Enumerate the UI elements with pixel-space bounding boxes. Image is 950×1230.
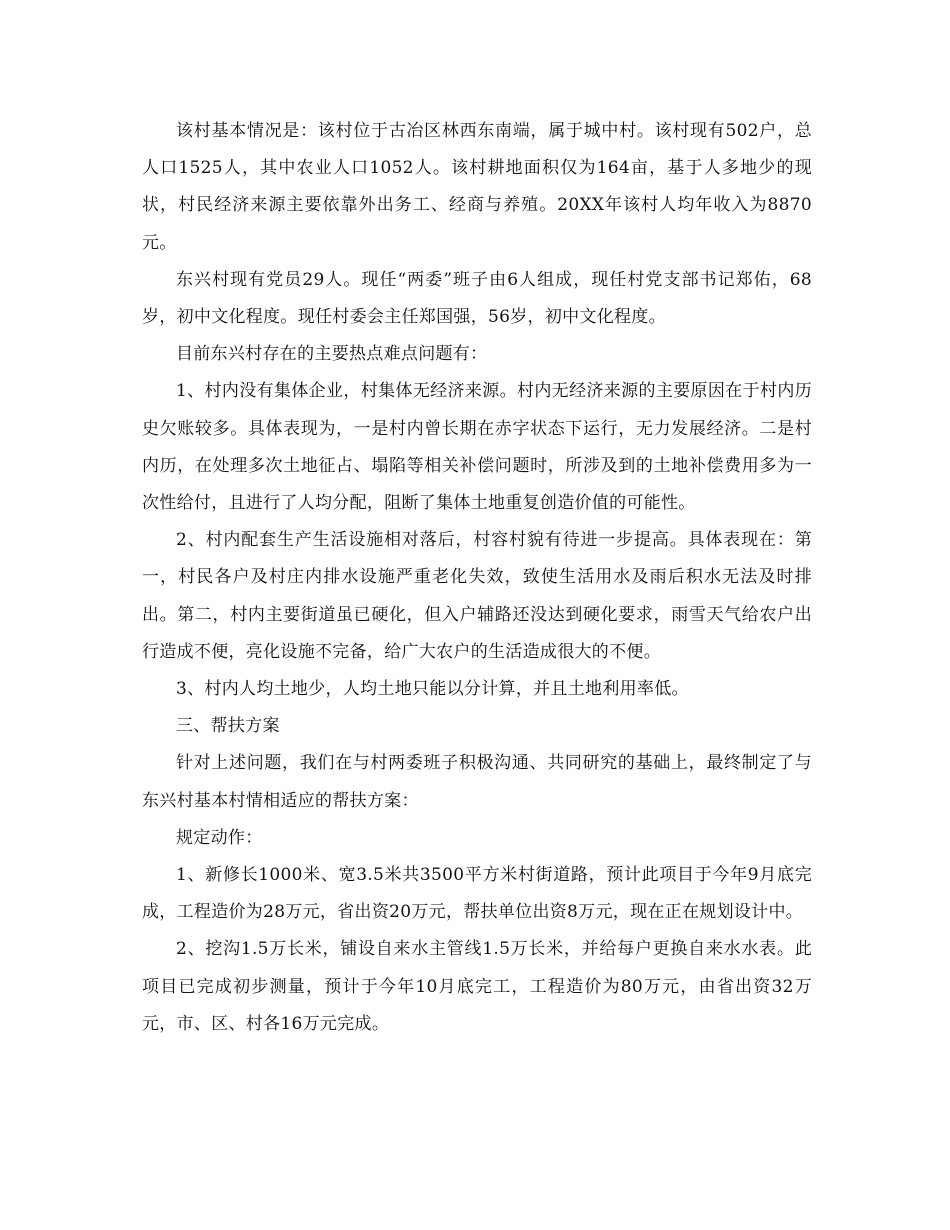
paragraph-issue-1: 1、村内没有集体企业，村集体无经济来源。村内无经济来源的主要原因在于村内历史欠账较多。具体表现为，一是村内曾长期在赤字状态下运行，无力发展经济。二是村内历，在处理多次土地征占、塌陷等相关补偿问题时，所涉及到的土地补偿费用多为一次性给付，且进行了人均分配，阻断了集体土地重复创造价值的可能性。 <box>142 381 812 514</box>
document-body <box>142 113 812 1043</box>
paragraph-required-actions-label: 规定动作： <box>176 827 263 848</box>
paragraph-plan-intro: 针对上述问题，我们在与村两委班子积极沟通、共同研究的基础上，最终制定了与东兴村基本村情相适应的帮扶方案： <box>142 753 812 811</box>
paragraph-issue-2: 2、村内配套生产生活设施相对落后，村容村貌有待进一步提高。具体表现在：第一，村民各户及村庄内排水设施严重老化失效，致使生活用水及雨后积水无法及时排出。第二，村内主要街道虽已硬化，但入户辅路还没达到硬化要求，雨雪天气给农户出行造成不便，亮化设施不完备，给广大农户的生活造成很大的不便。 <box>142 530 812 662</box>
paragraph-action-1: 1、新修长1000米、宽3.5米共3500平方米村街道路，预计此项目于今年9月底完成，工程造价为28万元，省出资20万元，帮扶单位出资8万元，现在正在规划设计中。 <box>142 865 812 923</box>
paragraph-party-members: 东兴村现有党员29人。现任“两委”班子由6人组成，现任村党支部书记郑佑，68岁，初中文化程度。现任村委会主任郑国强，56岁，初中文化程度。 <box>142 269 812 328</box>
section-heading-assistance-plan: 三、帮扶方案 <box>176 716 280 737</box>
paragraph-action-2: 2、挖沟1.5万长米，铺设自来水主管线1.5万长米，并给每户更换自来水水表。此项目已完成初步测量，预计于今年10月底完工，工程造价为80万元，由省出资32万元，市、区、村各16万元完成。 <box>142 939 812 1034</box>
paragraph-issue-3: 3、村内人均土地少，人均土地只能以分计算，并且土地利用率低。 <box>176 679 689 700</box>
paragraph-issues-intro: 目前东兴村存在的主要热点难点问题有： <box>176 344 488 365</box>
paragraph-village-overview: 该村基本情况是：该村位于古冶区林西东南端，属于城中村。该村现有502户，总人口1525人，其中农业人口1052人。该村耕地面积仅为164亩，基于人多地少的现状，村民经济来源主要依靠外出务工、经商与养殖。20XX年该村人均年收入为8870元。 <box>142 121 812 253</box>
